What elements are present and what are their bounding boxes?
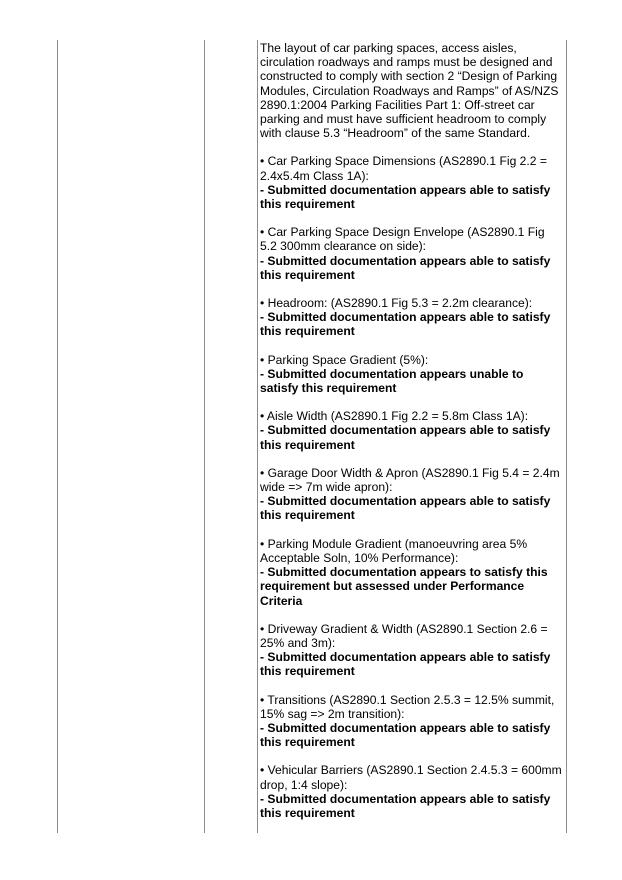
requirement-criterion: • Car Parking Space Dimensions (AS2890.1 Fig 2.2 = 2.4x5.4m Class 1A): [260,154,547,183]
requirement-item [260,537,563,608]
table-border-col1 [204,40,205,833]
requirement-criterion: • Transitions (AS2890.1 Section 2.5.3 = 12.5% summit, 15% sag => 2m transition): [260,692,555,721]
requirement-result: - Submitted documentation appears able to satisfy this requirement [260,423,551,452]
requirement-item [260,409,563,452]
requirement-result: - Submitted documentation appears able to satisfy this requirement [260,310,551,339]
requirement-result: - Submitted documentation appears able to satisfy this requirement [260,650,551,679]
requirement-result: - Submitted documentation appears unable to satisfy this requirement [260,366,524,396]
requirements-cell [260,41,563,834]
requirement-result: - Submitted documentation appears able to satisfy this requirement [260,253,551,282]
requirement-intro: The layout of car parking spaces, access aisles, circulation roadways and ramps must be designed and constructed to comply with section 2 “Design of Parking Modules, Circulation Roadways and Ramps” of AS/NZS 2890.1:2004 Parking Facilities Part 1: Off-street car parking and must have sufficient headroom to comply with clause 5.3 “Headroom” of the same Standard. [260,41,559,141]
requirement-criterion: • Car Parking Space Design Envelope (AS2890.1 Fig 5.2 300mm clearance on side): [260,225,545,254]
requirement-item [260,693,563,750]
requirement-item [260,763,563,820]
requirement-criterion: • Parking Module Gradient (manoeuvring area 5% Acceptable Soln, 10% Performance): [260,536,528,565]
table-border-right [566,40,567,833]
requirement-criterion: • Garage Door Width & Apron (AS2890.1 Fig 5.4 = 2.4m wide => 7m wide apron): [260,465,560,495]
requirement-item [260,466,563,523]
requirement-item [260,353,563,396]
requirement-item [260,296,563,339]
requirement-item [260,622,563,679]
requirement-item [260,225,563,282]
requirement-criterion: • Parking Space Gradient (5%): [260,352,429,367]
table-border-left [57,40,58,833]
requirement-criterion: • Headroom: (AS2890.1 Fig 5.3 = 2.2m clearance): [260,296,533,311]
requirement-result: - Submitted documentation appears to satisfy this requirement but assessed under Performance Criteria [260,565,548,608]
requirement-result: - Submitted documentation appears able to satisfy this requirement [260,494,551,523]
requirement-criterion: • Vehicular Barriers (AS2890.1 Section 2.4.5.3 = 600mm drop, 1:4 slope): [260,763,562,792]
requirement-result: - Submitted documentation appears able to satisfy this requirement [260,791,551,820]
requirement-criterion: • Driveway Gradient & Width (AS2890.1 Section 2.6 = 25% and 3m): [260,621,548,650]
requirement-item [260,154,563,211]
requirement-result: - Submitted documentation appears able to satisfy this requirement [260,182,551,212]
requirement-result: - Submitted documentation appears able to satisfy this requirement [260,720,551,750]
table-border-col2 [257,40,258,833]
requirement-criterion: • Aisle Width (AS2890.1 Fig 2.2 = 5.8m Class 1A): [260,409,529,424]
